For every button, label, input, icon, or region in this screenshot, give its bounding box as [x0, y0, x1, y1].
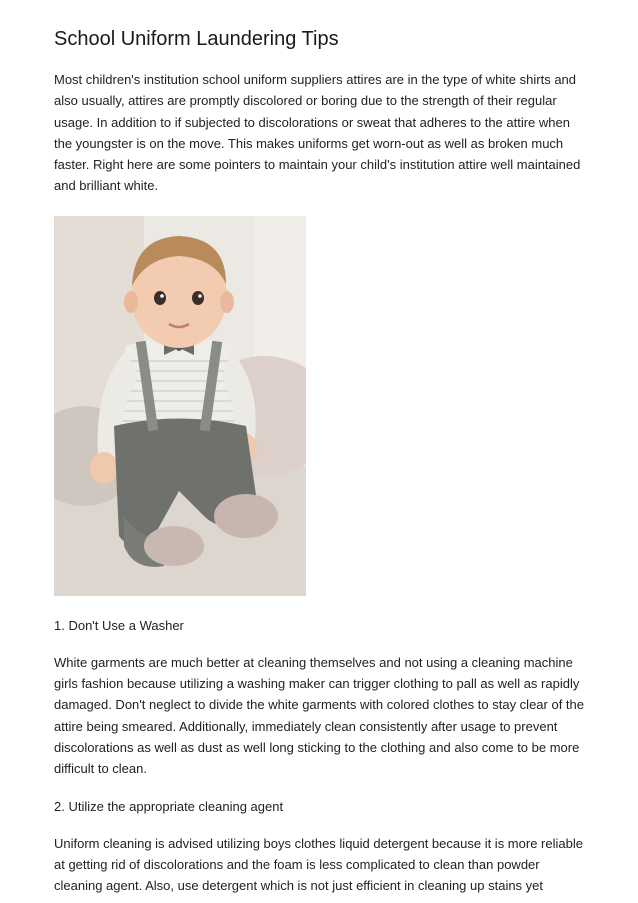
section-heading-cleaning-agent: 2. Utilize the appropriate cleaning agent: [54, 798, 284, 814]
baby-outfit-photo: [54, 216, 306, 596]
baby-illustration: [54, 216, 306, 596]
intro-paragraph: Most children's institution school uniform suppliers attires are in the type of white shirts and also usually, attires are promptly discolored or boring due to the strength of their regular usage. In addition to if subjected to discolorations or sweat that adheres to the attire when the youngster is on the move. This makes uniforms get worn-out as well as broken much faster. Right here are some pointers to maintain your child's institution attire well maintained and brilliant white.: [54, 72, 581, 194]
document-title: School Uniform Laundering Tips: [54, 28, 339, 50]
section-body-washer: White garments are much better at cleaning themselves and not using a cleaning machine girls fashion because utilizing a washing maker can trigger clothing to pall as well as rapidly damaged. Don't neglect to divide the white garments with colored clothes to stay clear of the attire being smeared. Additionally, immediately clean consistently after usage to prevent discolorations as well as dust as well long sticking to the clothing and also come to be more difficult to clean.: [54, 654, 584, 777]
section-heading-washer: 1. Don't Use a Washer: [54, 617, 184, 633]
document-page: [54, 26, 584, 896]
section-body-cleaning-agent: Uniform cleaning is advised utilizing boys clothes liquid detergent because it is more reliable at getting rid of discolorations and the foam is less complicated to clean than powder cleaning agent. Also, use detergent which is not just efficient in cleaning up stains yet: [54, 835, 583, 894]
